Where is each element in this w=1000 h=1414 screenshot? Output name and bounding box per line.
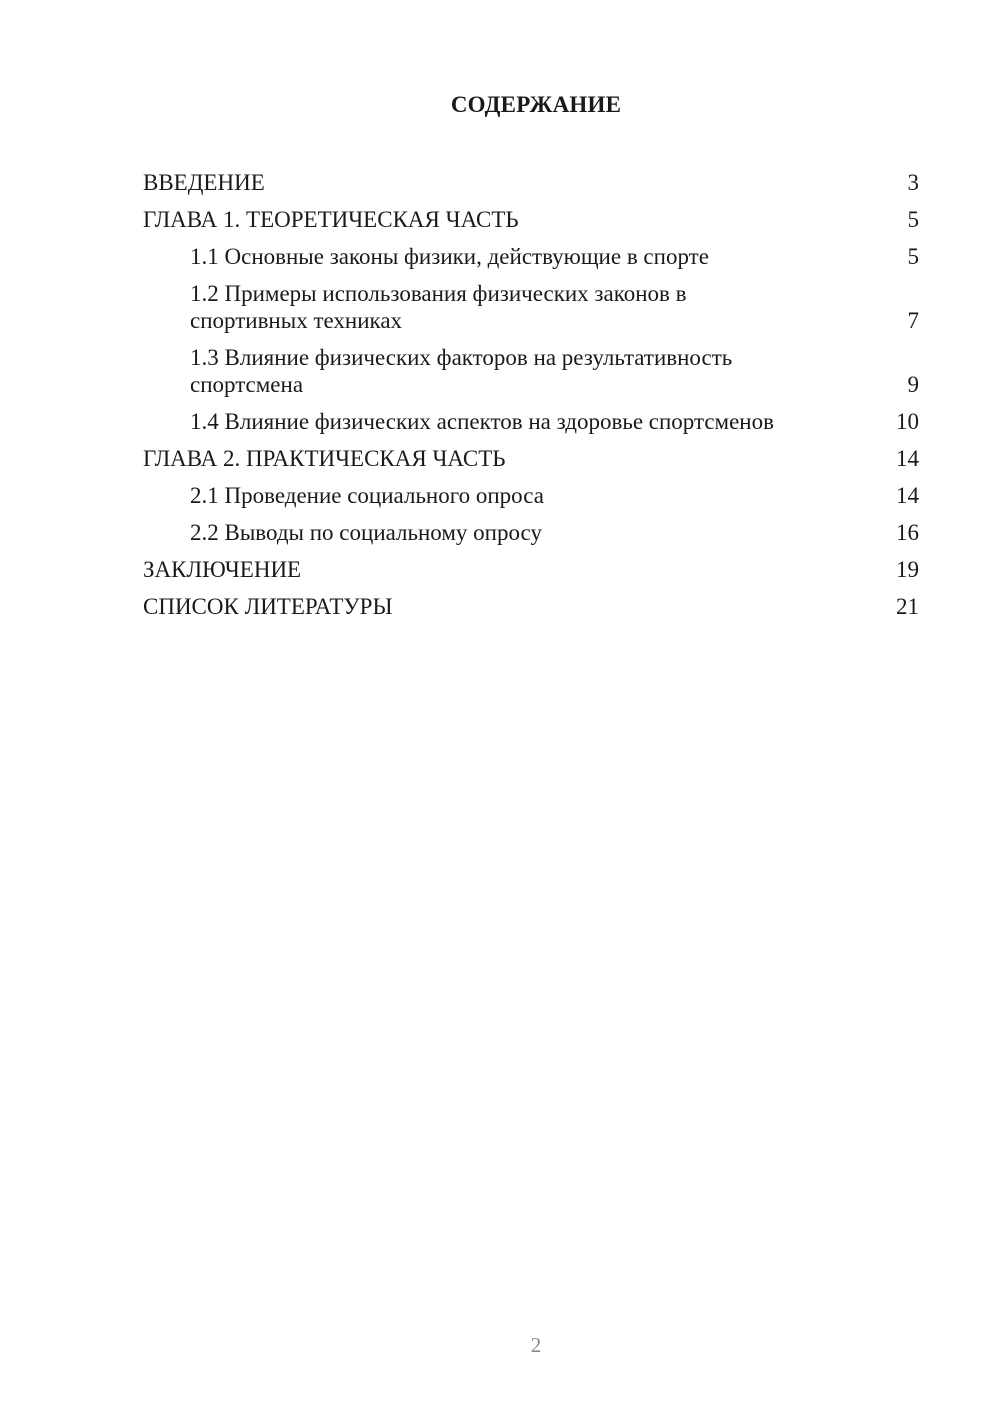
toc-entry-label: 2.2 Выводы по социальному опросу	[190, 520, 542, 545]
toc-entry-chapter-1[interactable]	[143, 206, 919, 233]
toc-entry-label: 1.2 Примеры использования физических законов в спортивных техниках	[190, 281, 687, 333]
toc-entry-introduction[interactable]	[143, 169, 919, 196]
toc-entry-page: 9	[907, 372, 919, 397]
toc-entry-page: 5	[907, 207, 919, 232]
toc-entry-label: 1.4 Влияние физических аспектов на здоровье спортсменов	[190, 409, 774, 434]
toc-entry-section-1-4[interactable]	[143, 408, 919, 435]
toc-entry-chapter-2[interactable]	[143, 445, 919, 472]
toc-entry-section-2-1[interactable]	[143, 482, 919, 509]
toc-entry-page: 14	[896, 483, 919, 508]
toc-entry-section-1-2[interactable]	[143, 280, 919, 334]
toc-entry-page: 19	[896, 557, 919, 582]
toc-entry-page: 7	[907, 308, 919, 333]
toc-entry-page: 16	[896, 520, 919, 545]
toc-entry-page: 3	[907, 170, 919, 195]
toc-entry-bibliography[interactable]	[143, 593, 919, 620]
toc-entry-page: 21	[896, 594, 919, 619]
page-title: СОДЕРЖАНИЕ	[450, 92, 622, 117]
toc-entry-label: СПИСОК ЛИТЕРАТУРЫ	[143, 594, 393, 619]
toc-entry-label: 2.1 Проведение социального опроса	[190, 483, 544, 508]
toc-entry-label: 1.1 Основные законы физики, действующие в спорте	[190, 244, 709, 269]
toc-entry-label: 1.3 Влияние физических факторов на результативность спортсмена	[190, 345, 733, 397]
toc-entry-section-2-2[interactable]	[143, 519, 919, 546]
page-number: 2	[530, 1333, 542, 1357]
toc-entry-page: 10	[896, 409, 919, 434]
toc-entry-page: 5	[907, 244, 919, 269]
toc-entry-section-1-3[interactable]	[143, 344, 919, 398]
toc-entry-label: ГЛАВА 2. ПРАКТИЧЕСКАЯ ЧАСТЬ	[143, 446, 506, 471]
toc-entry-page: 14	[896, 446, 919, 471]
toc-entry-label: ВВЕДЕНИЕ	[143, 170, 265, 195]
table-of-contents	[143, 169, 919, 630]
toc-entry-conclusion[interactable]	[143, 556, 919, 583]
toc-entry-section-1-1[interactable]	[143, 243, 919, 270]
toc-entry-label: ЗАКЛЮЧЕНИЕ	[143, 557, 302, 582]
toc-entry-label: ГЛАВА 1. ТЕОРЕТИЧЕСКАЯ ЧАСТЬ	[143, 207, 519, 232]
